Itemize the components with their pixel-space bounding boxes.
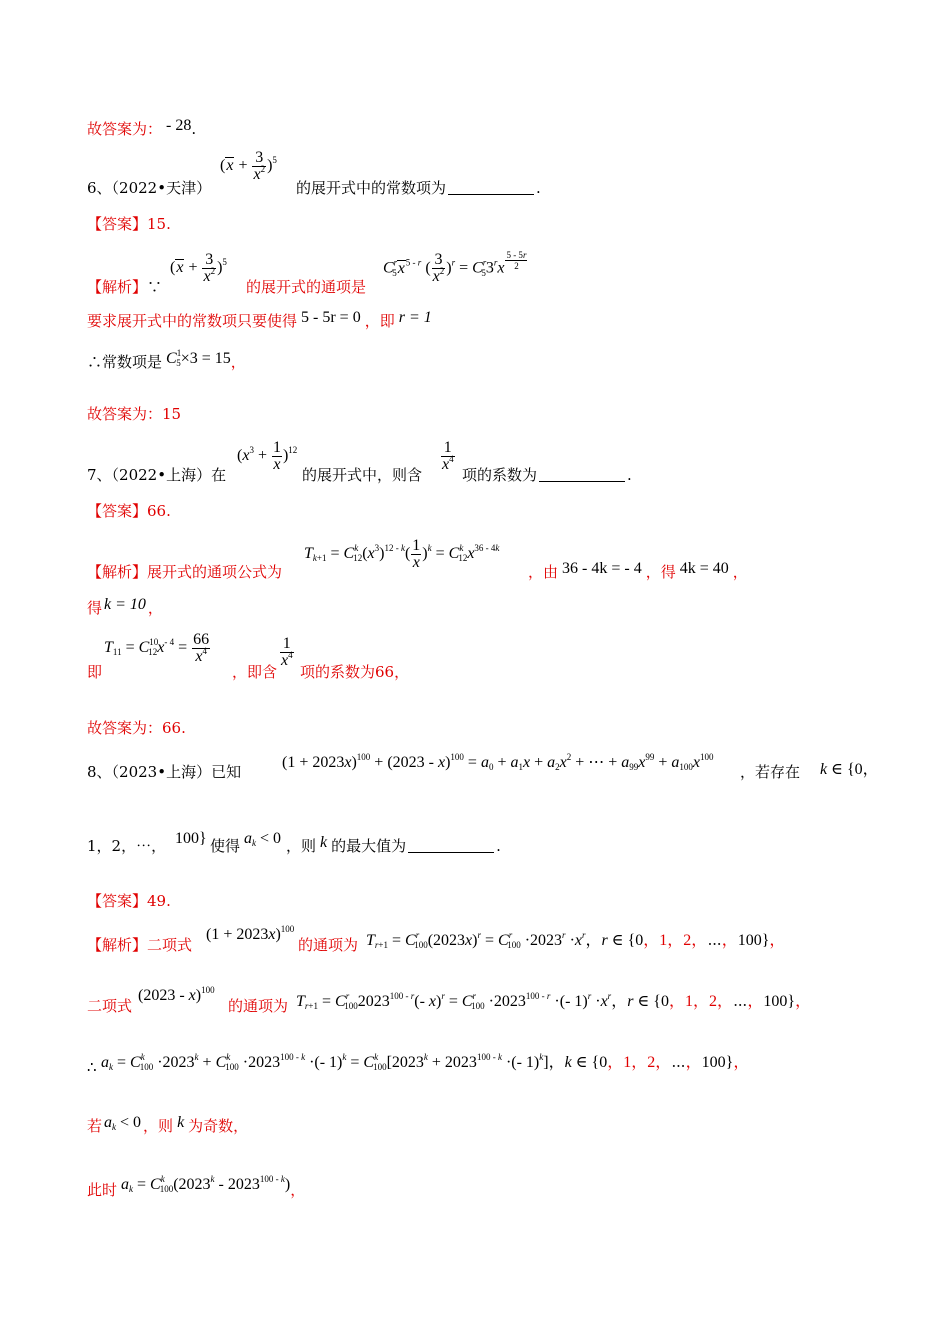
q8-set-end: 100} [175,830,207,847]
q7-explanation-line3b: ，即含 [232,663,278,681]
q6-r-value: r = 1 [398,309,432,326]
q7-eq1: 36 - 4k = - 4 [562,560,642,577]
question-7-label: 7、（2022•上海）在 [87,466,227,484]
comma: ， [290,1181,306,1199]
q6-explanation-line2 [87,311,432,332]
q7-explanation-line1 [87,562,282,582]
explanation-label: 【解析】 [87,563,148,581]
q6-equation: 5 - 5r = 0 [301,309,361,326]
q8-k: k [320,834,328,851]
q6-final-answer: 故答案为：15 [87,405,182,423]
q7-final-answer: 故答案为：66. [87,719,186,737]
q8-list: 1，2，⋯， [87,837,167,855]
q6-general-term: $C^r_5x^{5 - r}$ ( $\frac{3}{x^2}$ )$^r = C^r_53^rx$ $^{\frac{5 - 5r}{2}}$ [383,250,527,286]
q7-by: ，由 [528,563,559,581]
q8-if: 若 [87,1117,103,1135]
q8-set-start: k ∈ {0， [820,761,879,778]
answer-blank [539,467,625,482]
q7-general-term: $T_{k+1} = C^k_{12}(x^3)^{12 - k}$( $\frac{1}{x}$ )$^k = C^k_{12}x^{36 - 4k}$ [304,537,500,571]
q6-then: ，即 [364,312,395,330]
answer-label: 故答案为： [87,120,163,138]
q6-explanation-line3 [87,348,246,373]
q8-general-term-label-2: 的通项为 [228,997,289,1015]
q8-ak-final: $a_k = C^k_{100}(2023^k - 2023^{100 - k})$ [121,1174,291,1194]
q7-answer: 【答案】66. [87,502,171,520]
q7-explanation-line1b [528,562,748,583]
q6-expression-2: (x + $\frac{3}{x^2}$ )$^5$ [170,251,227,285]
q6-explanation-text: 的展开式的通项是 [246,278,367,296]
q6-binomial: $C^1_5$ [166,348,182,368]
q8-explanation-line1 [87,935,192,955]
because-symbol: ∵ [147,278,163,296]
q8-binomial-label: 二项式 [147,936,193,954]
q8-prompt: 的最大值为 [331,837,407,855]
answer-line-5 [87,119,196,140]
question-8-line2 [87,836,166,856]
q8-odd: 为奇数， [188,1117,249,1135]
q6-result: ×3 = 15 [180,350,231,367]
question-8-label: 8、（2023•上海）已知 [87,763,242,781]
q7-fraction-2: $\frac{1}{x^4}$ [281,635,293,669]
period: . [627,466,632,484]
question-8-line2b: 使得 [210,837,241,855]
question-8-text1: ，若存在 [740,763,801,781]
q7-fraction: $\frac{1}{x^4}$ [442,439,454,473]
q7-explanation-line3c: 项的系数为66， [300,663,410,681]
q8-term-2: $T_{r+1} = C^r_{100}2023^{100 - r}(-$ $x)^r = C^r_{100} \cdot 2023^{100 - r}$ ·(- $1)^r \cdot x^r$，r ∈ {0，1，2，⋯，100}， [296,991,812,1011]
period: . [191,120,197,138]
q7-prompt: 项的系数为 [462,466,538,484]
q8-ak-formula: $a_k = C^k_{100} \cdot 2023^k + C^k_{100} \cdot 2023^{100 - k}$ ·(- $1)^k = C^k_{100}[2023^k + 2023^{100 - k}$ ·(- 1)$^k$]，k ∈ {0，1，2，⋯，100}， [101,1052,750,1072]
q8-then: ，则 [286,837,317,855]
comma: ， [147,599,163,617]
period: . [496,837,501,855]
q8-explanation-line2: 二项式 [87,997,133,1015]
answer-blank [448,180,534,195]
question-7-text1: 的展开式中，则含 [302,466,423,484]
question-8-line2c [286,836,501,857]
q7-term-11: $T_{11} = C^{10}_{12}x^{- 4}$ = $\frac{66}{x^4}$ [104,631,210,665]
q6-expression: (x + $\frac{3}{x^2}$ )$^5$ [220,149,277,183]
q8-explanation-line5 [87,1174,306,1201]
answer-blank [408,838,494,853]
therefore-label: ∴常数项是 [87,353,163,371]
q8-k-2: k [177,1114,185,1131]
q8-explanation-line4 [87,1116,248,1137]
q6-explanation-tag [87,277,162,297]
question-7-text2 [462,465,632,485]
explanation-label: 【解析】 [87,278,148,296]
q8-ak-negative: $a_k < 0$ [244,830,282,848]
q8-binomial-1: $(1 + 2023x)^{100}$ [206,924,295,943]
question-6-label [87,178,211,198]
q7-eq2: 4k = 40 [679,560,729,577]
q7-expression: ($x^3$ + $\frac{1}{x}$ )$^{12}$ [237,439,298,473]
q6-prompt: 的展开式中的常数项为 [296,179,447,197]
question-6-number: 6、（2022•天津） [87,179,212,197]
q7-get: ，得 [645,563,676,581]
q8-at-this-time: 此时 [87,1181,118,1199]
q8-answer: 【答案】49. [87,892,171,910]
q8-expression: $(1 + 2023x)^{100} + (2023 - x)^{100} = a_0 + a_1x + a_2x^2$ + ⋯ + $a_{99}x^{99} + a_{100}x^{100}$ [282,752,714,772]
q7-get-k: 得 [87,599,103,617]
q8-term-1: $T_{r+1} = C^r_{100}(2023x)^r = C^r_{100} \cdot 2023^r \cdot x^r$，r ∈ {0，1，2，⋯，100}， [366,930,786,950]
period: . [536,179,541,197]
q8-explanation-line3: ∴ [87,1058,97,1076]
q7-explanation-line2 [87,598,163,619]
q8-general-term-label: 的通项为 [298,936,359,954]
q6-condition-text: 要求展开式中的常数项只要使得 [87,312,298,330]
q7-explanation-line3: 即 [87,663,103,681]
answer-value: - 28 [166,117,192,134]
q8-then-2: ，则 [143,1117,174,1135]
q8-binomial-2: (2023 - x)$^{100}$ [138,985,215,1004]
q7-explanation-text: 展开式的通项公式为 [147,563,283,581]
comma: ， [230,353,246,371]
q6-answer: 【答案】15. [87,215,171,233]
q7-k-value: k = 10 [104,596,146,613]
comma: ， [732,563,748,581]
question-6-text [296,178,541,198]
q8-ak-lt-0: $a_k < 0$ [104,1114,142,1132]
explanation-label: 【解析】 [87,936,148,954]
